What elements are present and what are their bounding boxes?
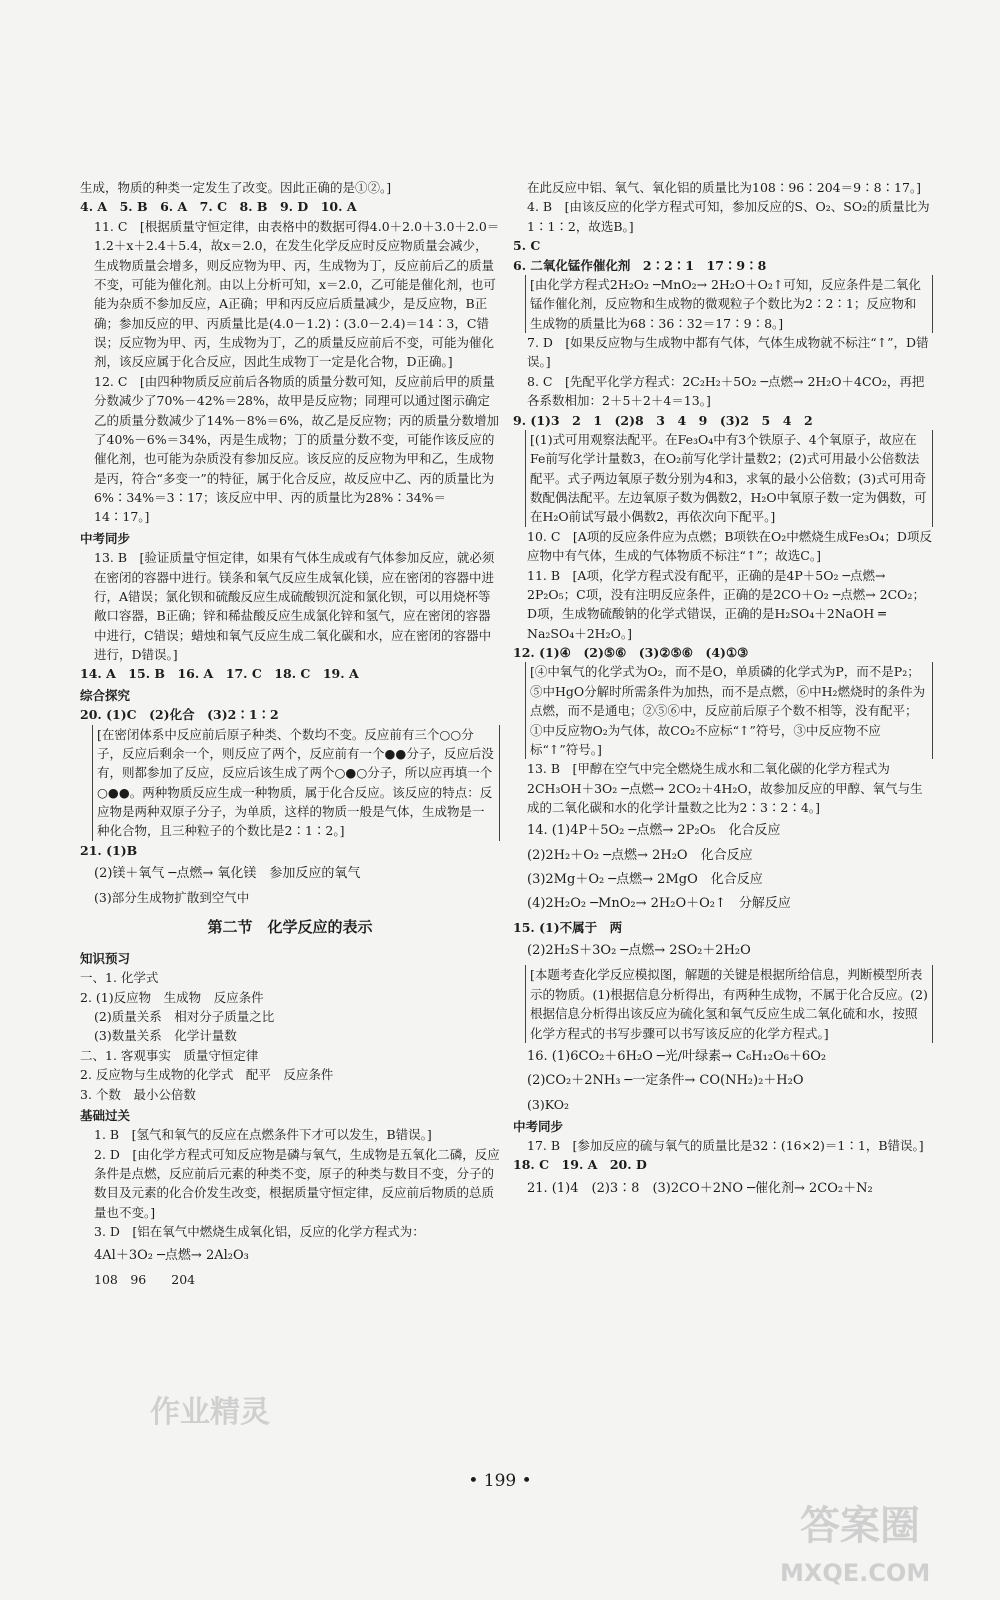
right-column <box>513 178 933 1203</box>
section-heading: 综合探究 <box>80 687 131 703</box>
answer-r4: 4. B [由该反应的化学方程式可知，参加反应的S、O₂、SO₂的质量比为1∶1∶2，故选B。] <box>527 199 930 234</box>
watermark: 答案圈 <box>800 1503 920 1549</box>
answer-r5: 5. C <box>513 238 541 254</box>
equation: (3)2Mg＋O₂ ─点燃→ 2MgO 化合反应 <box>527 871 763 887</box>
equation: (2)镁＋氧气 ─点燃→ 氧化镁 参加反应的氧气 <box>94 866 361 882</box>
answer-q21: 21. (1)B <box>80 842 138 858</box>
answer-b1: 1. B [氢气和氧气的反应在点燃条件下才可以发生，B错误。] <box>94 1127 432 1143</box>
answer-r9: 9. (1)3 2 1 (2)8 3 4 9 (3)2 5 4 2 <box>513 412 813 428</box>
answer-q11: 11. C [根据质量守恒定律，由表格中的数据可得4.0＋2.0＋3.0＋2.0＝1.2＋x＋2.4＋5.4，故x＝2.0，在发生化学反应时反应物质量会减少，生成物质量会增多，则反应物为甲、丙，生成物为丁，反应前后乙的质量不变，可能为催化剂。由以上分析可知，x＝2.0，乙可能是催化剂，也可能为杂质不参加反应，A正确；甲和丙反应后质量减少，是反应物，B正确；参加反应的甲、丙质量比是(4.0－1.2)∶(3.0－2.4)＝14∶3，C错误；反应物为甲、丙，生成物为丁，乙的质量反应前后不变，可能为催化剂，该反应属于化合反应，因此生成物丁一定是化合物，D正确。] <box>94 218 500 370</box>
section-heading: 中考同步 <box>80 530 131 546</box>
section-heading: 基础过关 <box>80 1107 131 1123</box>
answer-r6-explanation: [由化学方程式2H₂O₂ ─MnO₂→ 2H₂O＋O₂↑可知，反应条件是二氧化锰作催化剂，反应物和生成物的微观粒子个数比为2∶2∶1；反应物和生成物的质量比为68∶36∶32＝17∶9∶8。] <box>525 275 933 333</box>
answer-b2: 2. D [由化学方程式可知反应物是磷与氧气，生成物是五氧化二磷，反应条件是点燃，反应前后元素的种类不变，原子的种类与数目不变，分子的数目及元素的化合价发生改变，根据质量守恒定律，反应前后物质的总质量也不变。] <box>94 1146 500 1220</box>
answer-r6: 6. 二氧化锰作催化剂 2∶2∶1 17∶9∶8 <box>513 257 767 273</box>
answer-r21: 21. (1)4 (2)3∶8 (3)2CO＋2NO ─催化剂→ 2CO₂＋N₂ <box>527 1180 873 1196</box>
preview-item: 2. 反应物与生成物的化学式 配平 反应条件 <box>80 1067 334 1083</box>
answer-r13: 13. B [甲醇在空气中完全燃烧生成水和二氧化碳的化学方程式为2CH₃OH＋3O₂ ─点燃→ 2CO₂＋4H₂O，故参加反应的甲醇、氧气与生成的二氧化碳和水的化学计量数之比为2∶3∶2∶4。] <box>527 761 923 815</box>
equation: (2)CO₂＋2NH₃ ─一定条件→ CO(NH₂)₂＋H₂O <box>527 1073 804 1089</box>
section-heading: 中考同步 <box>513 1118 564 1134</box>
answer-line: 4. A 5. B 6. A 7. C 8. B 9. D 10. A <box>80 199 357 215</box>
answer-b3: 3. D [铝在氧气中燃烧生成氧化铝，反应的化学方程式为： <box>94 1224 425 1240</box>
watermark: 作业精灵 <box>150 1395 270 1430</box>
answer-r12: 12. (1)④ (2)⑤⑥ (3)②⑤⑥ (4)①③ <box>513 645 749 660</box>
preview-item: (2)质量关系 相对分子质量之比 <box>94 1009 275 1025</box>
left-column <box>80 178 500 1289</box>
watermark: MXQE.COM <box>780 1559 931 1587</box>
answer-line: (3)部分生成物扩散到空气中 <box>94 890 250 906</box>
answer-r15: 15. (1)不属于 两 <box>513 919 623 935</box>
preview-item: 2. (1)反应物 生成物 反应条件 <box>80 989 264 1005</box>
mass-numbers: 108 96 204 <box>94 1271 196 1287</box>
equation: (4)2H₂O₂ ─MnO₂→ 2H₂O＋O₂↑ 分解反应 <box>527 895 791 911</box>
answer-line: 18. C 19. A 20. D <box>513 1157 647 1173</box>
answer-q13: 13. B [验证质量守恒定律，如果有气体生成或有气体参加反应，就必须在密闭的容器中进行。镁条和氧气反应生成氧化镁，应在密闭的容器中进行，A错误；氯化钡和硫酸反应生成硫酸钡沉淀和氯化钡，可以用烧杯等敞口容器，B正确；锌和稀盐酸反应生成氯化锌和氢气，应在密闭的容器中进行，C错误；蜡烛和氧气反应生成二氧化碳和水，应在密闭的容器中进行，D错误。] <box>94 550 495 662</box>
section-title: 第二节 化学反应的表示 <box>207 917 373 936</box>
equation: (2)2H₂＋O₂ ─点燃→ 2H₂O 化合反应 <box>527 847 753 863</box>
page-number: • 199 • <box>468 1471 532 1491</box>
equation: (2)2H₂S＋3O₂ ─点燃→ 2SO₂＋2H₂O <box>527 943 751 959</box>
preview-item: 一、1. 化学式 <box>80 970 159 986</box>
answer-q20-explanation: [在密闭体系中反应前后原子种类、个数均不变。反应前有三个○○分子，反应后剩余一个，则反应了两个，反应前有一个●●分子，反应后没有，则都参加了反应，反应后该生成了两个○●○分子，所以应再填一个○●●。两种物质反应生成一种物质，属于化合反应。该反应的特点：反应物是两种双原子分子，为单质，这样的物质一般是气体，生成物是一种化合物，且三种粒子的个数比是2∶1∶2。] <box>92 725 500 841</box>
preview-item: (3)数量关系 化学计量数 <box>94 1028 237 1044</box>
answer-r12-explanation: [④中氧气的化学式为O₂，而不是O，单质磷的化学式为P，而不是P₂；⑤中HgO分解时所需条件为加热，而不是点燃，⑥中H₂燃烧时的条件为点燃，而不是通电；②⑤⑥中，反应前后原子个数不相等，没有配平；①中反应物O₂为气体，故CO₂不应标“↑”符号，③中反应物不应标“↑”符号。] <box>525 662 933 759</box>
answer-line: 14. A 15. B 16. A 17. C 18. C 19. A <box>80 666 359 682</box>
answer-r9-explanation: [(1)式可用观察法配平。在Fe₃O₄中有3个铁原子、4个氧原子，故应在Fe前写化学计量数3，在O₂前写化学计量数2；(2)式可用最小公倍数法配平。式子两边氧原子数分别为4和3，求氧的最小公倍数；(3)式可用奇数配偶法配平。左边氧原子数为偶数2，H₂O中氧原子数一定为偶数，可在H₂O前试写最小偶数2，再依次向下配平。] <box>525 430 933 527</box>
answer-q12: 12. C [由四种物质反应前后各物质的质量分数可知，反应前后甲的质量分数减少了70%－42%＝28%，故甲是反应物；同理可以通过图示确定乙的质量分数减少了14%－8%＝6%，故乙是反应物；丙的质量分数增加了40%－6%＝34%，丙是生成物；丁的质量分数不变，可能作该反应的催化剂，也可能为杂质没有参加反应。该反应的反应物为甲和乙，生成物是丙，符合“多变一”的特征，属于化合反应，故反应中乙、丙的质量比为6%∶34%＝3∶17；该反应中甲、丙的质量比为28%∶34%＝14∶17。] <box>94 373 499 525</box>
preview-item: 二、1. 客观事实 质量守恒定律 <box>80 1047 259 1063</box>
preview-item: 3. 个数 最小公倍数 <box>80 1086 196 1102</box>
answer-r11: 11. B [A项，化学方程式没有配平，正确的是4P＋5O₂ ─点燃→ 2P₂O₅；C项，没有注明反应条件，正确的是2CO＋O₂ ─点燃→ 2CO₂；D项，生成物硫酸钠的化学式错误，正确的是H₂SO₄＋2NaOH ═ Na₂SO₄＋2H₂O。] <box>527 567 925 641</box>
answer-line: 在此反应中铝、氧气、氧化铝的质量比为108∶96∶204＝9∶8∶17。] <box>527 180 922 195</box>
equation: 16. (1)6CO₂＋6H₂O ─光/叶绿素→ C₆H₁₂O₆＋6O₂ <box>527 1048 827 1064</box>
answer-r10: 10. C [A项的反应条件应为点燃；B项铁在O₂中燃烧生成Fe₃O₄；D项反应物中有气体，生成的气体物质不标注“↑”；故选C。] <box>527 528 932 564</box>
equation: 4Al＋3O₂ ─点燃→ 2Al₂O₃ <box>94 1247 249 1263</box>
answer-r17: 17. B [参加反应的硫与氧气的质量比是32∶(16×2)＝1∶1，B错误。] <box>527 1137 924 1153</box>
answer-r8: 8. C [先配平化学方程式：2C₂H₂＋5O₂ ─点燃→ 2H₂O＋4CO₂，再把各系数相加：2＋5＋2＋4＝13。] <box>527 373 925 409</box>
answer-r15-explanation: [本题考查化学反应模拟图，解题的关键是根据所给信息，判断模型所表示的物质。(1)根据信息分析得出，有两种生成物，不属于化合反应。(2)根据信息分析得出该反应为硫化氢和氧气反应生成二氧化硫和水，按照化学方程式的书写步骤可以书写该反应的化学方程式。] <box>525 965 933 1043</box>
equation: 14. (1)4P＋5O₂ ─点燃→ 2P₂O₅ 化合反应 <box>527 823 781 839</box>
answer-line: (3)KO₂ <box>527 1097 569 1113</box>
answer-r7: 7. D [如果反应物与生成物中都有气体，气体生成物就不标注“↑”，D错误。] <box>527 335 929 370</box>
answer-q20: 20. (1)C (2)化合 (3)2∶1∶2 <box>80 707 279 723</box>
section-heading: 知识预习 <box>80 950 131 966</box>
answer-line: 生成，物质的种类一定发生了改变。因此正确的是①②。] <box>80 180 392 195</box>
